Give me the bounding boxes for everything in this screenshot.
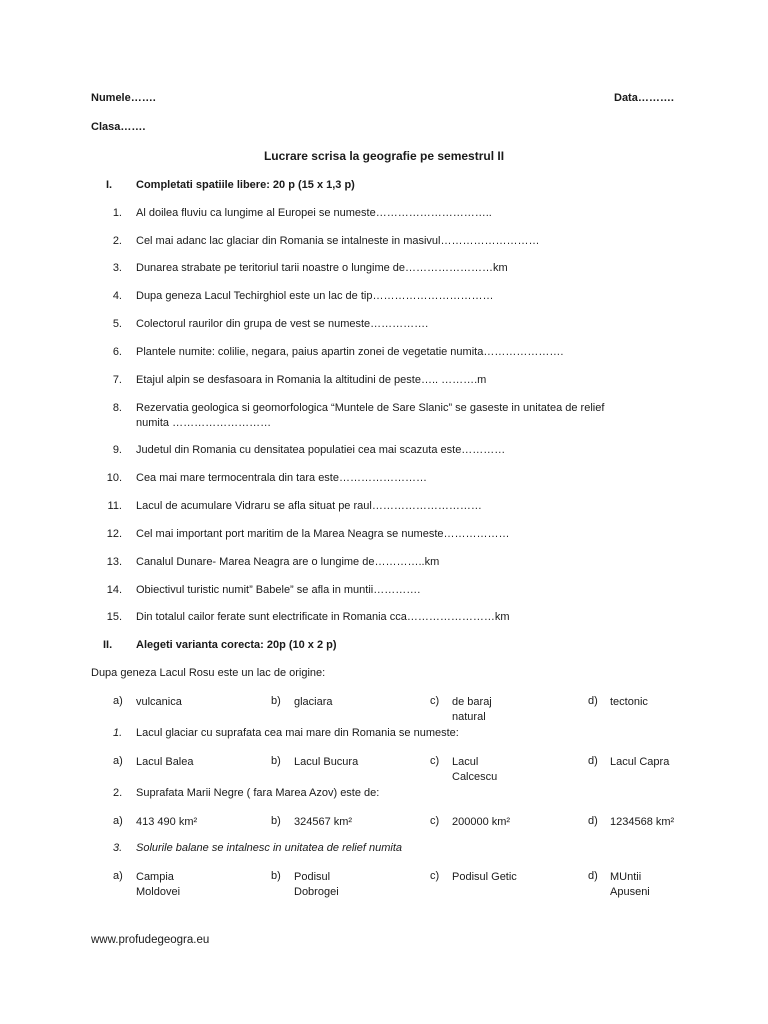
question-text: Rezervatia geologica si geomorfologica “Muntele de Sare Slanic” se gaseste in unitatea de relief [136, 402, 605, 414]
question-text: Lacul glaciar cu suprafata cea mai mare din Romania se numeste: [136, 727, 459, 739]
question-number: 5. [112, 318, 122, 330]
question-text: Etajul alpin se desfasoara in Romania la altitudini de peste….. ……….m [136, 374, 487, 386]
question-text: Dupa geneza Lacul Techirghiol este un lac de tip…………………………… [136, 290, 494, 302]
section2-heading: Alegeti varianta corecta: 20p (10 x 2 p) [136, 639, 337, 651]
question-text-continued: numita ……………………… [136, 417, 272, 429]
name-field-label: Numele……. [91, 92, 156, 104]
class-field-label: Clasa……. [91, 121, 146, 133]
date-field-label: Data………. [614, 92, 674, 104]
option-letter: d) [588, 695, 598, 707]
section1-heading: Completati spatiile libere: 20 p (15 x 1,3 p) [136, 179, 355, 191]
option-text: Podisul Dobrogei [294, 871, 339, 898]
option-text: tectonic [610, 696, 648, 708]
option-text: MUntii Apuseni [610, 871, 650, 898]
question-number: 3. [113, 842, 123, 854]
option-letter: c) [430, 695, 440, 707]
question-number: 10. [106, 472, 122, 484]
question-text: Cel mai important port maritim de la Marea Neagra se numeste……………… [136, 528, 510, 540]
question-text: Canalul Dunare- Marea Neagra are o lungime de…………..km [136, 556, 440, 568]
option-text: Podisul Getic [452, 871, 517, 883]
section2-intro: Dupa geneza Lacul Rosu este un lac de origine: [91, 667, 326, 679]
question-text: Cel mai adanc lac glaciar din Romania se intalneste in masivul……………………… [136, 235, 540, 247]
question-number: 3. [112, 262, 122, 274]
question-text: Din totalul cailor ferate sunt electrificate in Romania cca……………………km [136, 611, 510, 623]
option-text: 324567 km² [294, 816, 353, 828]
option-letter: b) [271, 695, 281, 707]
option-letter: d) [588, 815, 598, 827]
option-text: Lacul Calcescu [452, 756, 498, 783]
question-text: Al doilea fluviu ca lungime al Europei se numeste………………………….. [136, 207, 492, 219]
option-text: vulcanica [136, 696, 182, 708]
question-number: 11. [107, 500, 122, 512]
option-letter: b) [271, 755, 281, 767]
option-letter: b) [271, 870, 281, 882]
option-text: de baraj natural [452, 696, 492, 723]
question-text: Colectorul raurilor din grupa de vest se numeste……………. [136, 318, 429, 330]
option-text: Lacul Bucura [294, 756, 359, 768]
question-number: 6. [112, 346, 122, 358]
question-number: 15. [106, 611, 122, 623]
option-letter: c) [430, 755, 440, 767]
option-letter: a) [113, 755, 123, 767]
option-text: Lacul Balea [136, 756, 194, 768]
question-text: Lacul de acumulare Vidraru se afla situat pe raul………………………… [136, 500, 482, 512]
question-text: Dunarea strabate pe teritoriul tarii noastre o lungime de……………………km [136, 262, 508, 274]
option-text: 200000 km² [452, 816, 511, 828]
question-number: 7. [112, 374, 122, 386]
question-number: 9. [112, 444, 122, 456]
question-text: Judetul din Romania cu densitatea populatiei cea mai scazuta este………… [136, 444, 506, 456]
document-title: Lucrare scrisa la geografie pe semestrul II [263, 149, 505, 163]
question-text: Obiectivul turistic numit” Babele” se afla in muntii…………. [136, 584, 421, 596]
question-number: 13. [106, 556, 122, 568]
question-text: Cea mai mare termocentrala din tara este…………………… [136, 472, 427, 484]
option-letter: a) [113, 815, 123, 827]
question-text: Suprafata Marii Negre ( fara Marea Azov) este de: [136, 787, 380, 799]
option-letter: a) [113, 695, 123, 707]
option-letter: a) [113, 870, 123, 882]
option-letter: c) [430, 870, 440, 882]
footer-website: www.profudegeogra.eu [91, 934, 210, 946]
option-text: Lacul Capra [610, 756, 670, 768]
option-letter: c) [430, 815, 440, 827]
question-number: 2. [112, 235, 122, 247]
question-number: 1. [113, 727, 123, 739]
question-text: Plantele numite: colilie, negara, paius apartin zonei de vegetatie numita…………………. [136, 346, 564, 358]
option-letter: b) [271, 815, 281, 827]
question-number: 12. [106, 528, 122, 540]
option-letter: d) [588, 870, 598, 882]
section1-number: I. [106, 179, 113, 191]
option-text: 413 490 km² [136, 816, 198, 828]
section2-number: II. [103, 639, 113, 651]
option-letter: d) [588, 755, 598, 767]
question-number: 2. [113, 787, 123, 799]
question-number: 14. [106, 584, 122, 596]
option-text: 1234568 km² [610, 816, 675, 828]
question-number: 4. [112, 290, 122, 302]
question-text: Solurile balane se intalnesc in unitatea de relief numita [136, 842, 402, 854]
option-text: glaciara [294, 696, 333, 708]
option-text: Campia Moldovei [136, 871, 181, 898]
question-number: 1. [112, 207, 122, 219]
question-number: 8. [112, 402, 122, 414]
